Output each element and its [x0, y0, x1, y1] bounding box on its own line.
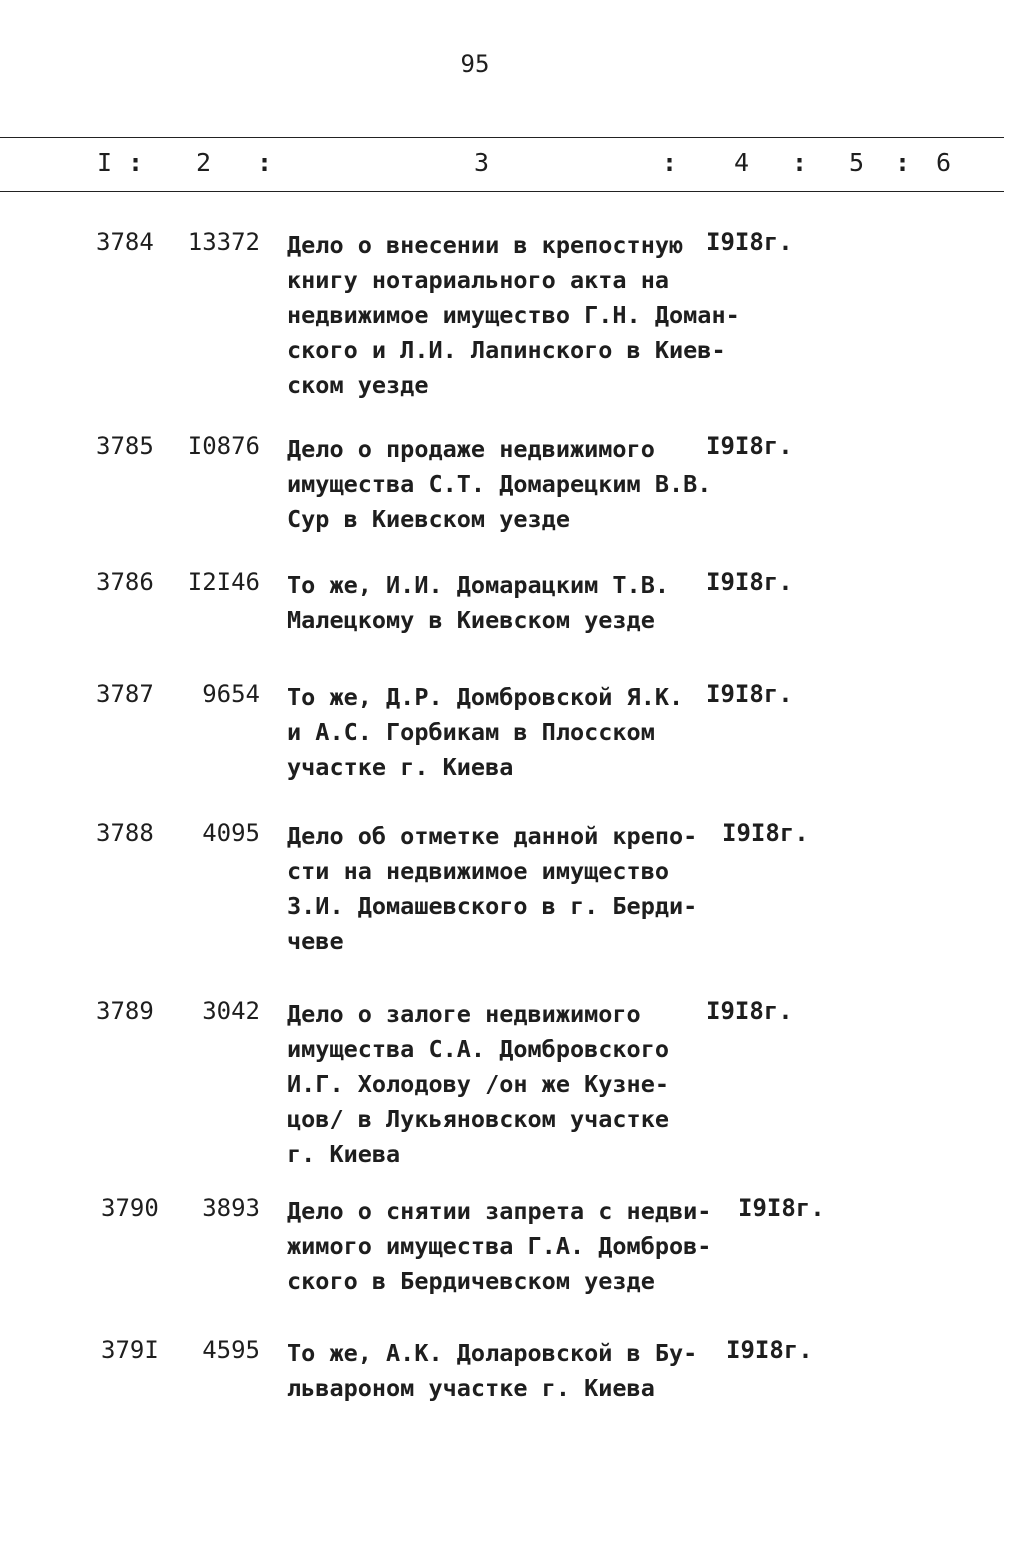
- entry-number: 3789: [96, 997, 154, 1025]
- description-line: г. Киева: [287, 1140, 401, 1168]
- entry-description: [287, 568, 669, 638]
- case-number: 9654: [202, 680, 260, 708]
- entry-date: I9I8г.: [726, 1336, 813, 1364]
- entry-description: [287, 819, 697, 959]
- description-line: Дело о продаже недвижимого: [287, 435, 655, 463]
- entry-number: 3787: [96, 680, 154, 708]
- entry-number: 3784: [96, 228, 154, 256]
- header-col-6: 6: [936, 148, 952, 177]
- header-col-4: 4: [734, 148, 750, 177]
- entry-description: [287, 1336, 697, 1406]
- description-line: и А.С. Горбикам в Плосском: [287, 718, 655, 746]
- entry-date: I9I8г.: [706, 680, 793, 708]
- entry-number: 3785: [96, 432, 154, 460]
- header-separator: :: [257, 148, 273, 177]
- description-line: Малецкому в Киевском уезде: [287, 606, 655, 634]
- description-line: То же, А.К. Доларовской в Бу-: [287, 1339, 698, 1367]
- header-top-rule: [0, 137, 1004, 138]
- case-number: I2I46: [187, 568, 260, 596]
- description-line: ского и Л.И. Лапинского в Киев-: [287, 336, 726, 364]
- case-number: 4095: [202, 819, 260, 847]
- case-number: 3042: [202, 997, 260, 1025]
- description-line: книгу нотариального акта на: [287, 266, 670, 294]
- entry-description: [287, 680, 683, 785]
- case-number: 4595: [202, 1336, 260, 1364]
- description-line: цов/ в Лукьяновском участке: [287, 1105, 670, 1133]
- description-line: имущества С.А. Домбровского: [287, 1035, 670, 1063]
- entry-description: [287, 432, 711, 537]
- entry-description: [287, 228, 740, 403]
- entry-number: 379I: [101, 1336, 159, 1364]
- page-number: 95: [460, 50, 490, 78]
- description-line: Дело о залоге недвижимого: [287, 1000, 641, 1028]
- header-separator: :: [128, 148, 144, 177]
- description-line: сти на недвижимое имущество: [287, 857, 670, 885]
- description-line: недвижимое имущество Г.Н. Доман-: [287, 301, 740, 329]
- description-line: Сур в Киевском уезде: [287, 505, 570, 533]
- case-number: 3893: [202, 1194, 260, 1222]
- header-col-1: I: [97, 148, 113, 177]
- header-col-3: 3: [474, 148, 490, 177]
- header-separator: :: [895, 148, 911, 177]
- entry-date: I9I8г.: [706, 432, 793, 460]
- description-line: То же, Д.Р. Домбровской Я.К.: [287, 683, 684, 711]
- description-line: Дело о внесении в крепостную: [287, 231, 684, 259]
- description-line: львароном участке г. Киева: [287, 1374, 655, 1402]
- entry-description: [287, 997, 669, 1172]
- entry-number: 3788: [96, 819, 154, 847]
- header-separator: :: [662, 148, 678, 177]
- entry-number: 3790: [101, 1194, 159, 1222]
- description-line: Дело о снятии запрета с недви-: [287, 1197, 712, 1225]
- description-line: ском уезде: [287, 371, 429, 399]
- header-bottom-rule: [0, 191, 1004, 192]
- entry-description: [287, 1194, 711, 1299]
- entry-date: I9I8г.: [706, 568, 793, 596]
- entry-date: I9I8г.: [706, 228, 793, 256]
- entry-number: 3786: [96, 568, 154, 596]
- description-line: имущества С.Т. Домарецким В.В.: [287, 470, 712, 498]
- header-col-5: 5: [849, 148, 865, 177]
- header-col-2: 2: [196, 148, 212, 177]
- case-number: I0876: [187, 432, 260, 460]
- entry-date: I9I8г.: [738, 1194, 825, 1222]
- description-line: жимого имущества Г.А. Домбров-: [287, 1232, 712, 1260]
- description-line: участке г. Киева: [287, 753, 514, 781]
- entry-date: I9I8г.: [722, 819, 809, 847]
- entry-date: I9I8г.: [706, 997, 793, 1025]
- case-number: 13372: [187, 228, 260, 256]
- header-separator: :: [792, 148, 808, 177]
- description-line: То же, И.И. Домарацким Т.В.: [287, 571, 670, 599]
- description-line: чеве: [287, 927, 344, 955]
- description-line: Дело об отметке данной крепо-: [287, 822, 698, 850]
- description-line: ского в Бердичевском уезде: [287, 1267, 655, 1295]
- description-line: И.Г. Холодову /он же Кузне-: [287, 1070, 670, 1098]
- description-line: З.И. Домашевского в г. Берди-: [287, 892, 698, 920]
